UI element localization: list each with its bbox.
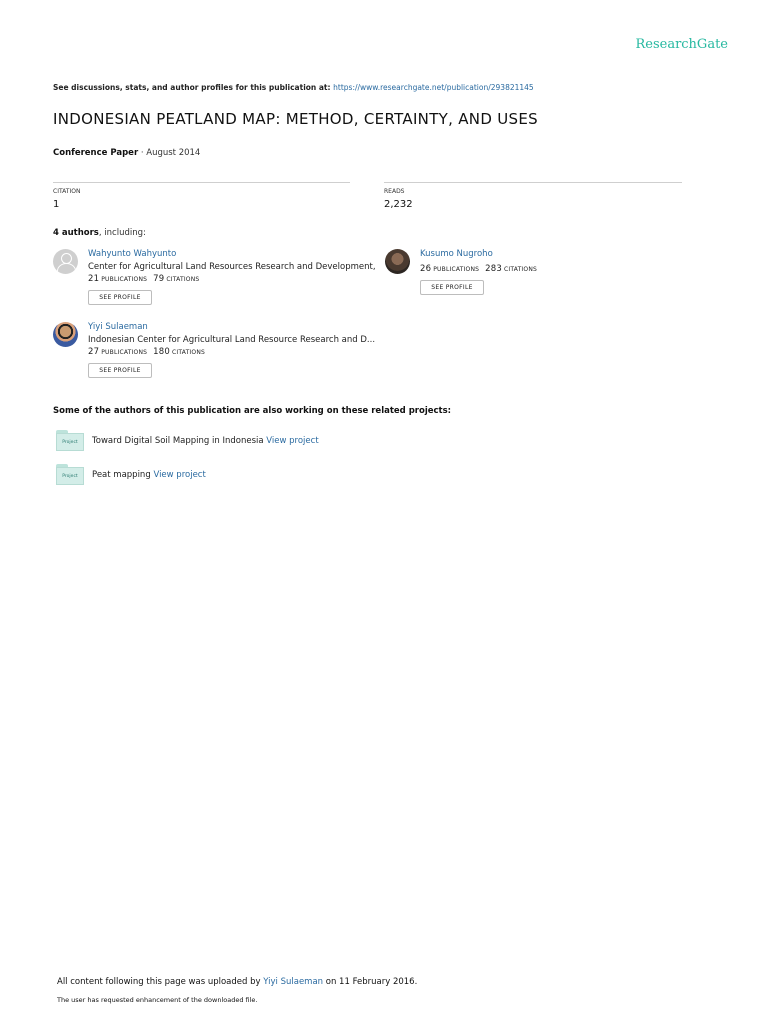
see-profile-button[interactable]: SEE PROFILE — [420, 280, 484, 295]
see-profile-button[interactable]: SEE PROFILE — [88, 290, 152, 305]
avatar[interactable] — [53, 322, 78, 347]
view-project-link[interactable]: View project — [266, 436, 319, 446]
authors-including: , including: — [98, 228, 146, 238]
enhancement-note: The user has requested enhancement of the downloaded file. — [57, 996, 258, 1004]
author-stats — [88, 274, 199, 284]
project-item — [92, 470, 206, 480]
publications-label: PUBLICATIONS — [101, 349, 148, 356]
see-profile-button[interactable]: SEE PROFILE — [88, 363, 152, 378]
project-item — [92, 436, 319, 446]
author-name-yiyi[interactable]: Yiyi Sulaeman — [88, 322, 148, 332]
avatar-placeholder-icon[interactable] — [53, 249, 78, 274]
project-title: Peat mapping — [92, 470, 151, 480]
publications-label: PUBLICATIONS — [101, 276, 148, 283]
authors-count: 4 authors — [53, 228, 99, 238]
author-institution: Indonesian Center for Agricultural Land Resource Research and D... — [88, 335, 376, 345]
citation-label: CITATION — [53, 188, 81, 195]
uploader-link[interactable]: Yiyi Sulaeman — [263, 977, 324, 987]
citations-label: CITATIONS — [503, 266, 538, 273]
project-icon-label: Project — [62, 474, 78, 479]
citations-label: CITATIONS — [166, 276, 200, 283]
discussion-note — [53, 83, 534, 92]
reads-label: READS — [384, 188, 405, 195]
discussion-note-text: See discussions, stats, and author profiles for this publication at: — [53, 83, 334, 92]
citation-divider — [53, 182, 350, 183]
author-stats — [88, 347, 205, 357]
author-name-kusumo[interactable]: Kusumo Nugroho — [420, 249, 493, 259]
publication-url-link[interactable]: https://www.researchgate.net/publication/293821145 — [333, 83, 534, 92]
related-projects-heading: Some of the authors of this publication are also working on these related projects: — [53, 406, 452, 416]
authors-heading — [53, 228, 146, 238]
publications-count: 26 — [420, 264, 432, 274]
publications-count: 21 — [88, 274, 100, 284]
publication-meta — [53, 148, 200, 158]
view-project-link[interactable]: View project — [153, 470, 206, 480]
upload-suffix: on 11 February 2016. — [323, 977, 418, 987]
citations-count: 283 — [485, 264, 502, 274]
reads-value: 2,232 — [384, 199, 413, 210]
project-icon-label: Project — [62, 440, 78, 445]
citations-count: 79 — [153, 274, 165, 284]
citation-value: 1 — [53, 199, 60, 210]
author-institution: Center for Agricultural Land Resources Research and Development, — [88, 262, 376, 272]
publication-title: INDONESIAN PEATLAND MAP: METHOD, CERTAINTY, AND USES — [53, 110, 538, 128]
upload-note — [57, 977, 417, 987]
author-name-wahyunto[interactable]: Wahyunto Wahyunto — [88, 249, 177, 259]
reads-divider — [384, 182, 682, 183]
author-stats — [420, 264, 537, 274]
publications-label: PUBLICATIONS — [433, 266, 480, 273]
avatar[interactable] — [385, 249, 410, 274]
citations-count: 180 — [153, 347, 170, 357]
publication-type: Conference Paper — [53, 148, 139, 158]
publications-count: 27 — [88, 347, 100, 357]
citations-label: CITATIONS — [171, 349, 206, 356]
project-folder-icon — [55, 464, 85, 486]
publication-date: · August 2014 — [140, 148, 201, 158]
project-title: Toward Digital Soil Mapping in Indonesia — [92, 436, 264, 446]
researchgate-logo[interactable]: ResearchGate — [635, 37, 728, 52]
upload-prefix: All content following this page was uploaded by — [57, 977, 264, 987]
project-folder-icon — [55, 430, 85, 452]
